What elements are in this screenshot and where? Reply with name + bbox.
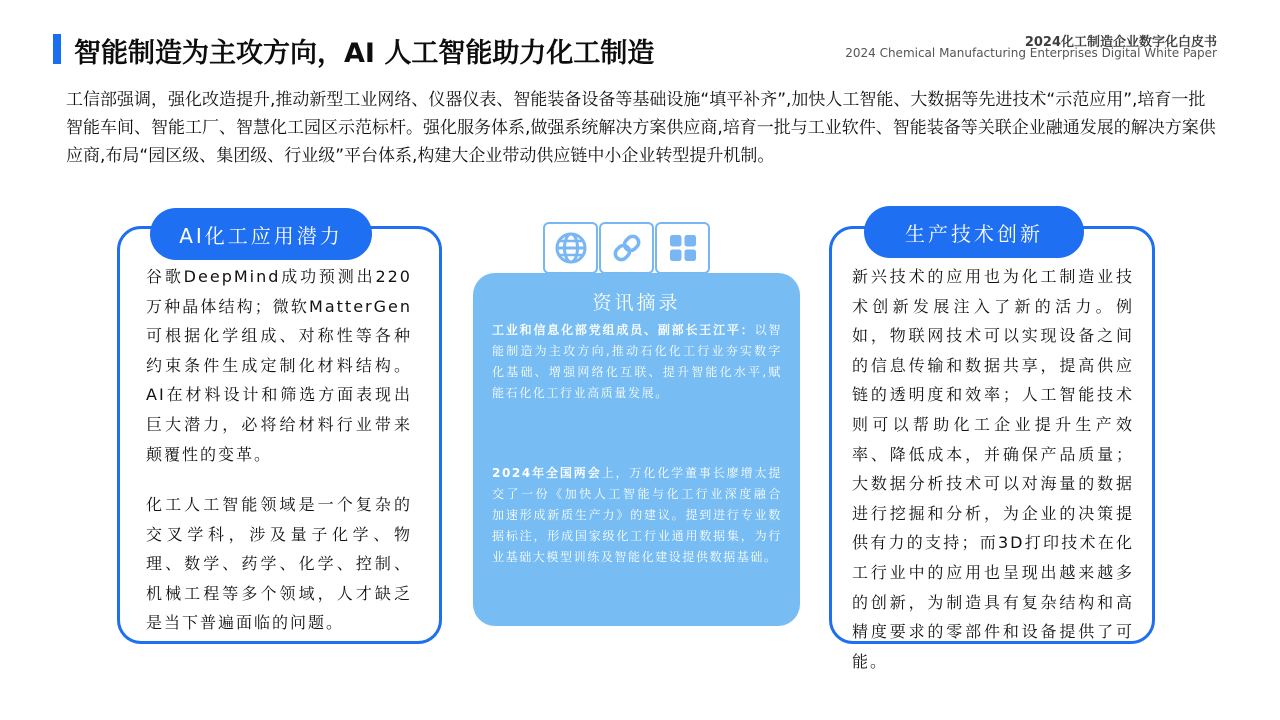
news-excerpt-lead-2: 2024年全国两会 <box>492 466 602 480</box>
report-title-cn: 2024化工制造企业数字化白皮书 <box>1024 35 1217 50</box>
ai-potential-paragraph-2: 化工人工智能领域是一个复杂的交叉学科，涉及量子化学、物理、数学、药学、化学、控制、机械工程等多个领域，人才缺乏是当下普遍面临的问题。 <box>146 495 412 633</box>
news-excerpt-paragraph-2 <box>492 463 782 568</box>
news-excerpt-title: 资讯摘录 <box>592 292 681 314</box>
globe-icon <box>543 222 598 274</box>
ai-potential-tag: AI化工应用潜力 <box>150 208 372 260</box>
news-excerpt-body-2: 上，万化化学董事长廖增太提交了一份《加快人工智能与化工行业深度融合 加速形成新质生产力》的建议。提到进行专业数据标注，形成国家级化工行业通用数据集，为行业基础大模型训练及智能化建设提供数据基础。 <box>492 466 782 564</box>
grid-icon <box>655 222 710 274</box>
news-excerpt-body-1: 以智能制造为主攻方向,推动石化化工行业夯实数字化基础、增强网络化互联、提升智能化水平,赋能石化化工行业高质量发展。 <box>492 323 782 400</box>
tech-innovation-paragraph: 新兴技术的应用也为化工制造业技术创新发展注入了新的活力。例如，物联网技术可以实现设备之间的信息传输和数据共享，提高供应链的透明度和效率；人工智能技术则可以帮助化工企业提升生产效率、降低成本，并确保产品质量；大数据分析技术可以对海量的数据进行挖掘和分析，为企业的决策提供有力的支持；而3D打印技术在化工行业中的应用也呈现出越来越多的创新，为制造具有复杂结构和高精度要求的零部件和设备提供了可能。 <box>852 267 1134 671</box>
news-excerpt-paragraph-1 <box>492 320 782 404</box>
news-excerpt-lead-1: 工业和信息化部党组成员、副部长王江平： <box>492 323 755 337</box>
intro-paragraph: 工信部强调，强化改造提升,推动新型工业网络、仪器仪表、智能装备设备等基础设施“填平补齐”,加快人工智能、大数据等先进技术“示范应用”,培育一批智能车间、智能工厂、智慧化工园区示范标杆。强化服务体系,做强系统解决方案供应商,培育一批与工业软件、智能装备等关联企业融通发展的解决方案供应商,布局“园区级、集团级、行业级”平台体系,构建大企业带动供应链中小企业转型提升机制。 <box>66 90 1216 166</box>
title-accent-bar <box>53 34 61 64</box>
link-icon <box>599 222 654 274</box>
page-title: 智能制造为主攻方向，AI 人工智能助力化工制造 <box>74 38 655 69</box>
ai-potential-paragraph-1: 谷歌DeepMind成功预测出220万种晶体结构；微软MatterGen可根据化学组成、对称性等各种约束条件生成定制化材料结构。AI在材料设计和筛选方面表现出巨大潜力，必将给材料行业带来颠覆性的变革。 <box>146 267 412 464</box>
report-title-en: 2024 Chemical Manufacturing Enterprises Digital White Paper <box>845 46 1217 60</box>
tech-innovation-tag: 生产技术创新 <box>864 206 1084 258</box>
